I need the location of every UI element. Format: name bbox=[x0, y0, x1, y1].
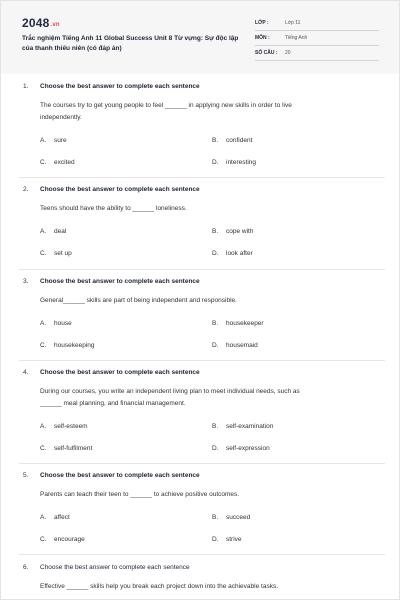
question-line: Effective ______ skills help you break each project down into the achievable tasks. bbox=[40, 583, 278, 590]
meta-label: LỚP : bbox=[255, 20, 269, 26]
question-instruction: Choose the best answer to complete each sentence bbox=[40, 278, 200, 285]
divider bbox=[19, 360, 385, 361]
option-text: excited bbox=[54, 159, 75, 166]
meta-class bbox=[255, 17, 379, 31]
option-letter: A. bbox=[40, 514, 47, 521]
option-letter: B. bbox=[212, 320, 219, 327]
option-letter: A. bbox=[40, 137, 47, 144]
question-text bbox=[40, 489, 370, 501]
option-a[interactable] bbox=[40, 228, 66, 235]
option-letter: C. bbox=[40, 250, 47, 257]
option-letter: D. bbox=[212, 445, 219, 452]
question-text bbox=[40, 203, 370, 215]
page-title: Trắc nghiệm Tiếng Anh 11 Global Success Unit 8 Từ vựng: Sự độc lập của thanh thiếu niên (có đáp án) bbox=[22, 35, 239, 52]
option-text: self-fulfilment bbox=[54, 445, 93, 452]
option-a[interactable] bbox=[40, 137, 67, 144]
option-letter: D. bbox=[212, 159, 219, 166]
question-instruction: Choose the best answer to complete each sentence bbox=[40, 83, 200, 90]
option-text: self-examination bbox=[226, 423, 274, 430]
option-letter: B. bbox=[212, 137, 219, 144]
option-text: interesting bbox=[226, 159, 256, 166]
option-c[interactable] bbox=[40, 159, 75, 166]
meta-label: SỐ CÂU : bbox=[255, 50, 278, 56]
question-instruction: Choose the best answer to complete each sentence bbox=[40, 564, 190, 571]
option-d[interactable] bbox=[212, 250, 253, 257]
divider bbox=[19, 269, 385, 270]
question-instruction: Choose the best answer to complete each sentence bbox=[40, 472, 200, 479]
option-letter: C. bbox=[40, 342, 47, 349]
option-text: succeed bbox=[226, 514, 251, 521]
option-text: set up bbox=[54, 250, 72, 257]
question-text bbox=[40, 386, 370, 410]
option-letter: A. bbox=[40, 320, 47, 327]
option-d[interactable] bbox=[212, 445, 270, 452]
logo-text: 2048 bbox=[22, 16, 50, 30]
option-c[interactable] bbox=[40, 445, 92, 452]
meta-count bbox=[255, 47, 379, 61]
question-instruction: Choose the best answer to complete each sentence bbox=[40, 186, 200, 193]
option-letter: D. bbox=[212, 342, 219, 349]
option-text: house bbox=[54, 320, 72, 327]
divider bbox=[19, 554, 385, 555]
question-number: 4. bbox=[23, 369, 29, 376]
option-text: self-expression bbox=[226, 445, 270, 452]
option-letter: A. bbox=[40, 228, 47, 235]
question-number: 5. bbox=[23, 472, 29, 479]
meta-value: 20 bbox=[285, 50, 291, 56]
question-line: independently. bbox=[40, 114, 82, 121]
option-b[interactable] bbox=[212, 137, 252, 144]
question-instruction: Choose the best answer to complete each sentence bbox=[40, 369, 200, 376]
option-text: encourage bbox=[54, 536, 85, 543]
option-text: sure bbox=[54, 137, 67, 144]
option-text: housemaid bbox=[226, 342, 258, 349]
question-line: Parents can teach their teen to ______ to achieve positive outcomes. bbox=[40, 491, 240, 498]
page-header bbox=[1, 1, 399, 74]
meta-value: Tiếng Anh bbox=[285, 35, 308, 41]
option-d[interactable] bbox=[212, 342, 258, 349]
option-a[interactable] bbox=[40, 423, 88, 430]
option-letter: C. bbox=[40, 536, 47, 543]
option-c[interactable] bbox=[40, 250, 72, 257]
meta-subject bbox=[255, 32, 379, 46]
option-b[interactable] bbox=[212, 423, 273, 430]
option-letter: B. bbox=[212, 228, 219, 235]
question-line: The courses try to get young people to feel ______ in applying new skills in order to live bbox=[40, 102, 292, 109]
option-b[interactable] bbox=[212, 320, 264, 327]
option-letter: A. bbox=[40, 423, 47, 430]
option-b[interactable] bbox=[212, 228, 253, 235]
option-b[interactable] bbox=[212, 514, 250, 521]
question-number: 2. bbox=[23, 186, 29, 193]
option-letter: C. bbox=[40, 159, 47, 166]
option-letter: B. bbox=[212, 423, 219, 430]
option-c[interactable] bbox=[40, 342, 94, 349]
option-text: confident bbox=[226, 137, 253, 144]
option-text: deal bbox=[54, 228, 67, 235]
divider bbox=[19, 463, 385, 464]
option-letter: C. bbox=[40, 445, 47, 452]
question-text bbox=[40, 295, 370, 307]
question-line: During our courses, you write an independent living plan to meet individual needs, such as bbox=[40, 388, 300, 395]
option-a[interactable] bbox=[40, 514, 70, 521]
question-number: 6. bbox=[23, 564, 29, 571]
option-c[interactable] bbox=[40, 536, 85, 543]
site-logo[interactable] bbox=[22, 16, 60, 30]
question-text bbox=[40, 581, 370, 593]
option-d[interactable] bbox=[212, 536, 242, 543]
question-number: 3. bbox=[23, 278, 29, 285]
option-d[interactable] bbox=[212, 159, 256, 166]
option-a[interactable] bbox=[40, 320, 72, 327]
question-line: ______ meal planning, and financial management. bbox=[40, 400, 186, 407]
question-line: Teens should have the ability to ______ loneliness. bbox=[40, 205, 187, 212]
divider bbox=[19, 177, 385, 178]
option-letter: D. bbox=[212, 536, 219, 543]
option-letter: D. bbox=[212, 250, 219, 257]
option-text: housekeeper bbox=[226, 320, 264, 327]
question-number: 1. bbox=[23, 83, 29, 90]
option-letter: B. bbox=[212, 514, 219, 521]
option-text: housekeeping bbox=[54, 342, 95, 349]
option-text: affect bbox=[54, 514, 70, 521]
option-text: self-esteem bbox=[54, 423, 88, 430]
meta-label: MÔN : bbox=[255, 35, 270, 41]
meta-value: Lớp 11 bbox=[285, 20, 301, 26]
option-text: strive bbox=[226, 536, 242, 543]
question-line: General______ skills are part of being independent and responsible. bbox=[40, 297, 237, 304]
logo-suffix: .vn bbox=[50, 22, 60, 28]
option-text: cope with bbox=[226, 228, 254, 235]
option-text: look after bbox=[226, 250, 253, 257]
question-text bbox=[40, 100, 370, 124]
